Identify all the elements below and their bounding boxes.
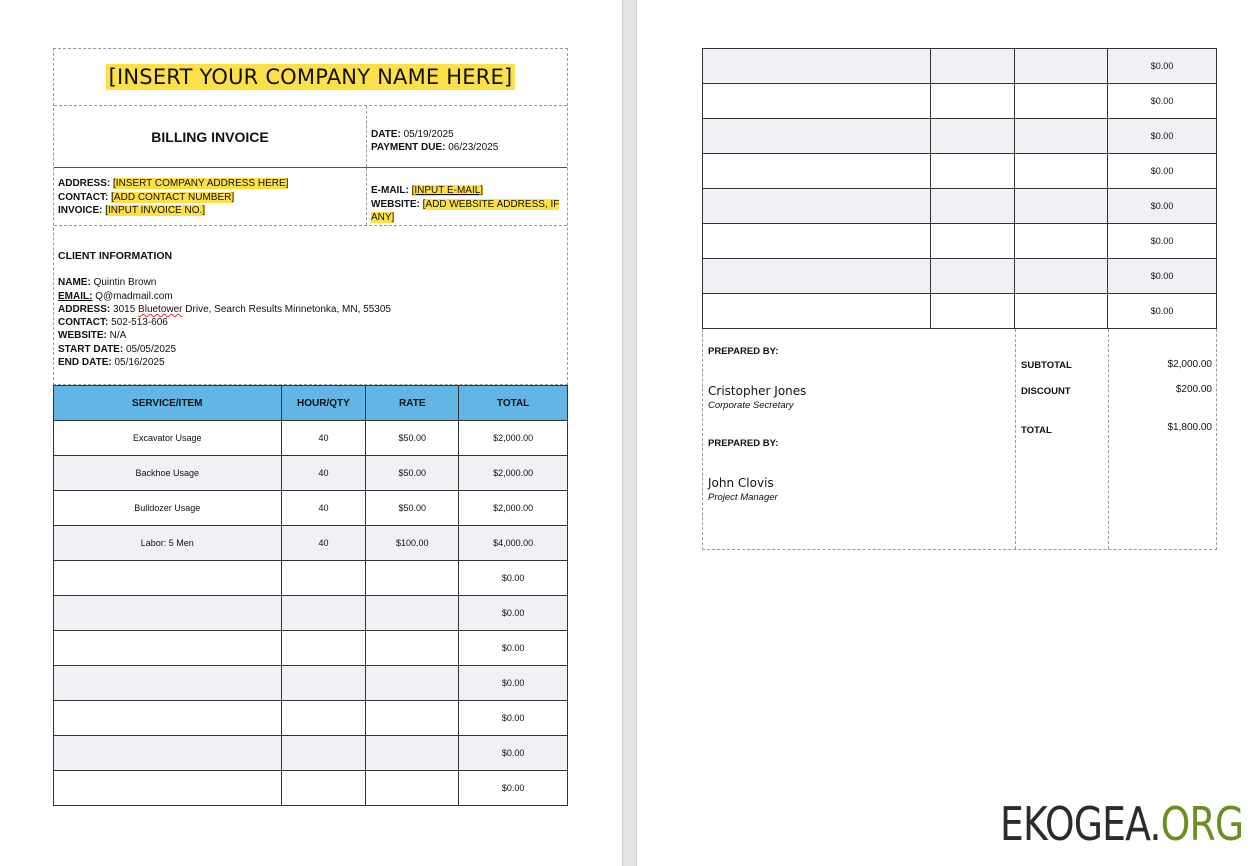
client-contact[interactable]: 502-513-606 [111, 317, 168, 329]
cell-total[interactable]: $0.00 [459, 631, 568, 666]
cell-total[interactable]: $0.00 [1108, 119, 1217, 154]
table-row [54, 596, 568, 631]
cell-service[interactable]: Labor: 5 Men [54, 526, 282, 561]
table-row [54, 456, 568, 491]
cell-total[interactable]: $0.00 [459, 666, 568, 701]
discount-label: DISCOUNT [1021, 386, 1071, 397]
total-label: TOTAL [1021, 425, 1052, 436]
cell-rate[interactable] [366, 736, 459, 771]
cell-service[interactable] [703, 224, 931, 259]
table-row [54, 771, 568, 806]
prepared-by-block [703, 329, 1016, 549]
cell-rate[interactable] [366, 701, 459, 736]
cell-total[interactable]: $0.00 [459, 596, 568, 631]
items-table-continued [702, 48, 1217, 329]
cell-rate[interactable] [366, 561, 459, 596]
cell-service[interactable] [54, 771, 282, 806]
cell-service[interactable] [703, 154, 931, 189]
summary-block [702, 329, 1217, 550]
table-row [54, 631, 568, 666]
cell-rate[interactable] [1015, 49, 1108, 84]
cell-rate[interactable]: $50.00 [366, 456, 459, 491]
company-name-row [54, 49, 567, 106]
cell-rate[interactable] [366, 666, 459, 701]
cell-total[interactable]: $0.00 [459, 701, 568, 736]
cell-qty[interactable] [930, 294, 1015, 329]
table-row [703, 49, 1217, 84]
cell-service[interactable] [54, 701, 282, 736]
totals-values [1109, 329, 1216, 549]
page-divider [622, 0, 637, 866]
cell-service[interactable] [54, 666, 282, 701]
cell-total[interactable]: $2,000.00 [459, 491, 568, 526]
cell-rate[interactable] [1015, 189, 1108, 224]
cell-service[interactable] [703, 294, 931, 329]
cell-rate[interactable] [366, 596, 459, 631]
client-info-block: CLIENT INFORMATION NAME: Quintin Brown EMAIL: Q@madmail.com ADDRESS: 3015 Bluetower Drive, Search Results Minnetonka, MN, 55305 CONTACT: 502-513-606 WEBSITE: N/A START DATE: 05/05/2025 END DATE: 05/16/2025 [54, 226, 567, 384]
table-row [703, 259, 1217, 294]
cell-qty[interactable] [281, 666, 366, 701]
cell-service[interactable] [703, 119, 931, 154]
cell-service[interactable] [703, 49, 931, 84]
cell-service[interactable] [54, 561, 282, 596]
table-row [54, 666, 568, 701]
cell-total[interactable]: $0.00 [1108, 259, 1217, 294]
cell-total[interactable]: $0.00 [1108, 154, 1217, 189]
cell-total[interactable]: $0.00 [459, 736, 568, 771]
cell-qty[interactable]: 40 [281, 456, 366, 491]
cell-qty[interactable]: 40 [281, 526, 366, 561]
items-header-row [54, 386, 568, 421]
invoice-number-field[interactable]: [INPUT INVOICE NO.] [105, 205, 206, 216]
preparer-name[interactable]: Cristopher Jones [708, 384, 807, 398]
cell-total[interactable]: $0.00 [1108, 224, 1217, 259]
cell-qty[interactable] [281, 736, 366, 771]
cell-service[interactable] [703, 259, 931, 294]
prepared-by-label: PREPARED BY: [708, 346, 779, 357]
cell-service[interactable]: Excavator Usage [54, 421, 282, 456]
table-row [703, 294, 1217, 329]
cell-qty[interactable] [281, 771, 366, 806]
preparer-role[interactable]: Corporate Secretary [708, 400, 794, 411]
payment-due-value[interactable]: 06/23/2025 [448, 142, 499, 153]
cell-rate[interactable] [1015, 119, 1108, 154]
table-row [54, 526, 568, 561]
payment-due-line: PAYMENT DUE: 06/23/2025 [371, 142, 499, 153]
table-row [54, 561, 568, 596]
company-address-field[interactable]: [INSERT COMPANY ADDRESS HERE] [113, 178, 289, 189]
cell-qty[interactable] [930, 224, 1015, 259]
cell-service[interactable] [54, 631, 282, 666]
client-email[interactable]: Q@madmail.com [95, 290, 173, 302]
cell-rate[interactable] [1015, 294, 1108, 329]
cell-service[interactable]: Bulldozer Usage [54, 491, 282, 526]
dates-block [367, 106, 567, 167]
date-value[interactable]: 05/19/2025 [403, 129, 454, 140]
cell-rate[interactable] [1015, 224, 1108, 259]
table-row [703, 84, 1217, 119]
table-row [54, 736, 568, 771]
company-website-field[interactable]: [ADD WEBSITE ADDRESS, IF ANY] [371, 198, 560, 223]
cell-qty[interactable] [930, 154, 1015, 189]
client-website[interactable]: N/A [109, 330, 127, 342]
discount-value[interactable]: $200.00 [1175, 384, 1212, 395]
company-contact-field[interactable]: [ADD CONTACT NUMBER] [111, 191, 235, 203]
cell-service[interactable]: Backhoe Usage [54, 456, 282, 491]
cell-total[interactable]: $2,000.00 [459, 456, 568, 491]
cell-rate[interactable] [1015, 259, 1108, 294]
cell-qty[interactable] [281, 561, 366, 596]
company-contact-block: ADDRESS: [INSERT COMPANY ADDRESS HERE] CONTACT: [ADD CONTACT NUMBER] INVOICE: [INPUT INVOICE NO.] [54, 168, 367, 225]
preparer-role[interactable]: Project Manager [708, 492, 778, 503]
brand-watermark: EKOGEA.ORG [1000, 797, 1244, 851]
invoice-page-2 [702, 48, 1217, 550]
cell-qty[interactable] [930, 119, 1015, 154]
cell-rate[interactable]: $50.00 [366, 421, 459, 456]
cell-qty[interactable] [281, 596, 366, 631]
table-row [703, 119, 1217, 154]
table-row [54, 421, 568, 456]
company-name[interactable]: [INSERT YOUR COMPANY NAME HERE] [106, 64, 516, 90]
cell-total[interactable]: $0.00 [1108, 49, 1217, 84]
date-line: DATE: 05/19/2025 [371, 129, 454, 140]
cell-qty[interactable] [930, 49, 1015, 84]
col-header-service: SERVICE/ITEM [54, 386, 282, 421]
cell-total[interactable]: $0.00 [1108, 84, 1217, 119]
billing-title: BILLING INVOICE [54, 106, 367, 167]
cell-service[interactable] [703, 189, 931, 224]
cell-total[interactable]: $4,000.00 [459, 526, 568, 561]
client-end-date[interactable]: 05/16/2025 [114, 357, 165, 369]
cell-total[interactable]: $0.00 [1108, 189, 1217, 224]
totals-labels [1016, 329, 1109, 549]
cell-qty[interactable]: 40 [281, 421, 366, 456]
cell-qty[interactable] [281, 701, 366, 736]
cell-qty[interactable] [281, 631, 366, 666]
cell-rate[interactable] [1015, 154, 1108, 189]
cell-rate[interactable]: $100.00 [366, 526, 459, 561]
cell-total[interactable]: $0.00 [459, 771, 568, 806]
company-info-row [54, 168, 567, 226]
items-table [53, 385, 568, 806]
subtotal-value[interactable]: $2,000.00 [1167, 359, 1212, 370]
billing-row [54, 106, 567, 168]
col-header-qty: HOUR/QTY [281, 386, 366, 421]
total-value[interactable]: $1,800.00 [1167, 422, 1212, 433]
cell-rate[interactable] [1015, 84, 1108, 119]
col-header-total: TOTAL [459, 386, 568, 421]
table-row [703, 224, 1217, 259]
cell-total[interactable]: $0.00 [459, 561, 568, 596]
table-row [703, 189, 1217, 224]
cell-rate[interactable] [366, 771, 459, 806]
col-header-rate: RATE [366, 386, 459, 421]
cell-total[interactable]: $2,000.00 [459, 421, 568, 456]
client-start-date[interactable]: 05/05/2025 [125, 343, 177, 355]
cell-rate[interactable]: $50.00 [366, 491, 459, 526]
table-row [703, 154, 1217, 189]
table-row [54, 491, 568, 526]
invoice-header-box [53, 48, 568, 385]
cell-qty[interactable] [930, 259, 1015, 294]
cell-qty[interactable] [930, 189, 1015, 224]
cell-qty[interactable]: 40 [281, 491, 366, 526]
cell-service[interactable] [703, 84, 931, 119]
company-email-field[interactable]: [INPUT E-MAIL] [411, 185, 484, 196]
client-info-title: CLIENT INFORMATION [58, 250, 173, 262]
preparer-name[interactable]: John Clovis [708, 476, 774, 490]
table-row [54, 701, 568, 736]
client-address[interactable]: ADDRESS: 3015 Bluetower Drive, Search Results Minnetonka, MN, 55305 [58, 303, 391, 315]
subtotal-label: SUBTOTAL [1021, 360, 1072, 371]
invoice-page-1 [53, 48, 568, 806]
cell-total[interactable]: $0.00 [1108, 294, 1217, 329]
cell-rate[interactable] [366, 631, 459, 666]
company-web-block: E-MAIL: [INPUT E-MAIL] WEBSITE: [ADD WEBSITE ADDRESS, IF ANY] [371, 185, 560, 223]
cell-qty[interactable] [930, 84, 1015, 119]
cell-service[interactable] [54, 736, 282, 771]
client-name[interactable]: Quintin Brown [93, 277, 157, 289]
cell-service[interactable] [54, 596, 282, 631]
prepared-by-label: PREPARED BY: [708, 438, 779, 449]
